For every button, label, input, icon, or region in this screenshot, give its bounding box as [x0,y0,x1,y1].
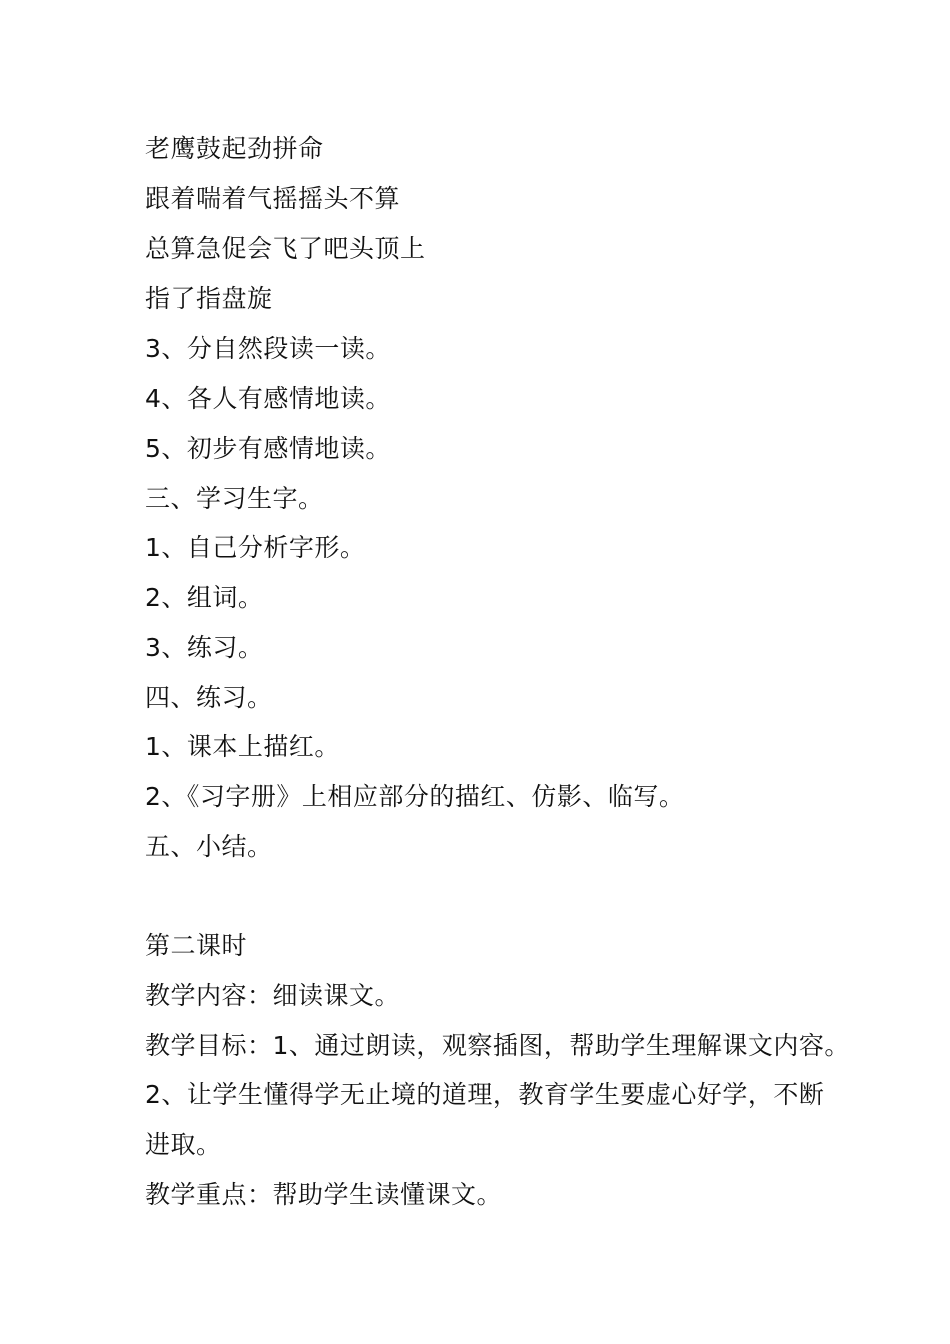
lesson-title: 第二课时 [145,931,248,960]
text-line: 总算急促会飞了吧头顶上 [145,234,426,263]
text-line: 2、组词。 [145,583,264,612]
text-line: 进取。 [145,1130,222,1159]
text-line: 4、各人有感情地读。 [145,384,391,413]
text-line: 2、《习字册》上相应部分的描红、仿影、临写。 [145,782,685,811]
text-line: 2、让学生懂得学无止境的道理，教育学生要虚心好学，不断 [145,1080,825,1109]
text-line: 教学目标：1、通过朗读，观察插图，帮助学生理解课文内容。 [145,1031,850,1060]
text-line: 跟着喘着气摇摇头不算 [145,184,401,213]
text-line: 教学重点：帮助学生读懂课文。 [145,1180,503,1209]
text-line: 5、初步有感情地读。 [145,434,391,463]
section-heading: 五、小结。 [145,832,273,861]
text-line: 指了指盘旋 [145,284,273,313]
text-line: 3、练习。 [145,633,264,662]
text-line: 教学内容：细读课文。 [145,981,401,1010]
text-line: 3、分自然段读一读。 [145,334,391,363]
text-line: 1、课本上描红。 [145,732,340,761]
section-heading: 四、练习。 [145,683,273,712]
section-heading: 三、学习生字。 [145,484,324,513]
text-line: 老鹰鼓起劲拼命 [145,134,324,163]
text-line: 1、自己分析字形。 [145,533,366,562]
